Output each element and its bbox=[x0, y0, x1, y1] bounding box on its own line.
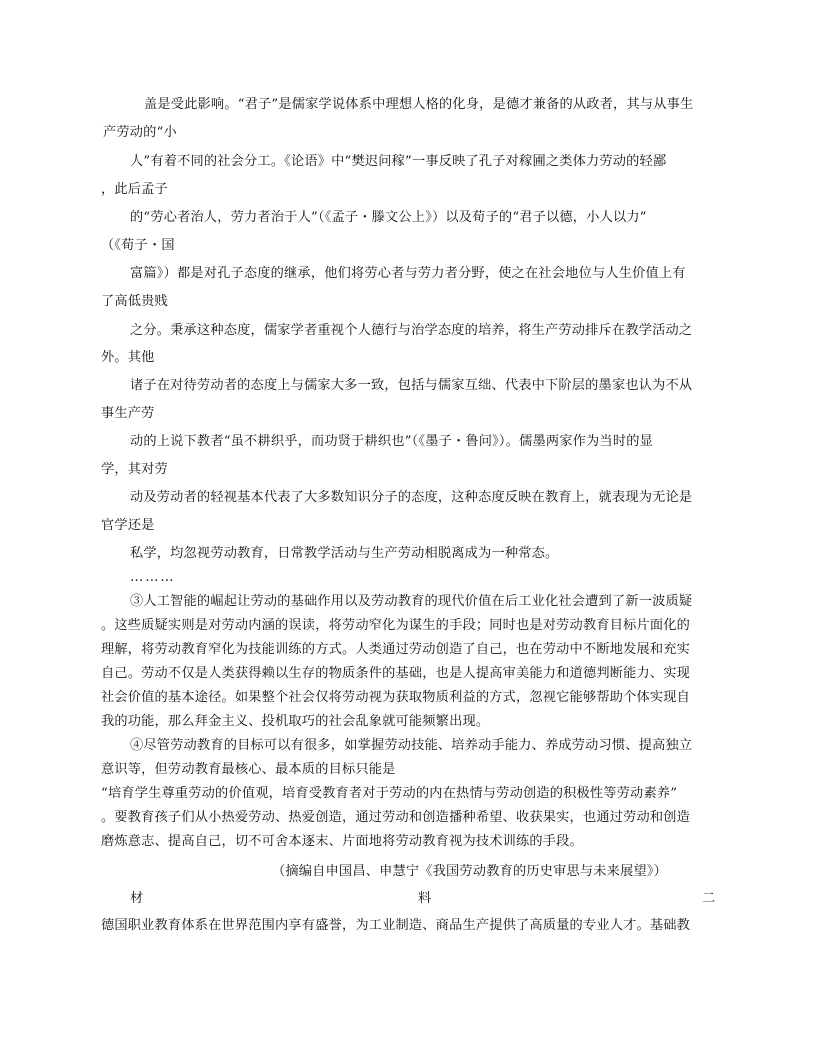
text-line: 的“劳心者治人，劳力者治于人”（《孟子・滕文公上》）以及荀子的“君子以德，小人以力” bbox=[130, 210, 647, 225]
text-line: 学，其对劳 bbox=[101, 462, 168, 477]
text-line: 理解，将劳动教育窄化为技能训练的方式。人类通过劳动创造了自己，也在劳动中不断地发展和充实 bbox=[101, 642, 691, 657]
text-line: 。要教育孩子们从小热爱劳动、热爱创造，通过劳动和创造播种希望、收获果实，也通过劳动和创造 bbox=[101, 810, 691, 825]
text-line: 社会价值的基本途径。如果整个社会仅将劳动视为获取物质利益的方式，忽视它能够帮助个体实现自 bbox=[101, 690, 691, 705]
text-line: 诸子在对待劳动者的态度上与儒家大多一致，包括与儒家互绌、代表中下阶层的墨家也认为不从 bbox=[130, 378, 693, 393]
text-line: ④尽管劳动教育的目标可以有很多，如掌握劳动技能、培养动手能力、养成劳动习惯、提高独立 bbox=[130, 738, 693, 753]
section-heading-char: 料 bbox=[418, 891, 432, 906]
text-line: 官学还是 bbox=[101, 518, 155, 533]
text-line: 事生产劳 bbox=[101, 406, 155, 421]
text-line: “培育学生尊重劳动的价值观，培育受教育者对于劳动的内在热情与劳动创造的积极性等劳动素养” bbox=[101, 786, 678, 801]
ellipsis-line: ……… bbox=[130, 570, 176, 585]
text-line: 外。其他 bbox=[101, 350, 155, 365]
text-line: 动的上说下教者“虽不耕织乎，而功贤于耕织也”（《墨子・鲁问》）。儒墨两家作为当时的显 bbox=[130, 434, 653, 449]
text-line: 产劳动的“小 bbox=[103, 125, 177, 140]
text-line: 富篇》）都是对孔子态度的继承，他们将劳心者与劳力者分野，使之在社会地位与人生价值上有 bbox=[130, 266, 686, 281]
text-line: 之分。秉承这种态度，儒家学者重视个人德行与治学态度的培养，将生产劳动排斥在教学活动之 bbox=[130, 323, 693, 338]
text-line: ，此后孟子 bbox=[101, 182, 168, 197]
text-line: 自己。劳动不仅是人类获得赖以生存的物质条件的基础，也是人提高审美能力和道德判断能力、实现 bbox=[101, 666, 691, 681]
section-heading-char: 材 bbox=[130, 891, 144, 906]
text-line: 动及劳动者的轻视基本代表了大多数知识分子的态度，这种态度反映在教育上，就表现为无论是 bbox=[130, 490, 693, 505]
text-line: 德国职业教育体系在世界范围内享有盛誉，为工业制造、商品生产提供了高质量的专业人才。基础教 bbox=[101, 918, 691, 933]
source-citation: （摘编自申国昌、申慧宁《我国劳动教育的历史审思与未来展望》） bbox=[272, 864, 668, 879]
text-line: 私学，均忽视劳动教育，日常教学活动与生产劳动相脱离成为一种常态。 bbox=[130, 546, 559, 561]
text-line: 意识等，但劳动教育最核心、最本质的目标只能是 bbox=[101, 762, 396, 777]
text-line: 盖是受此影响。“君子”是儒家学说体系中理想人格的化身，是德才兼备的从政者，其与从事生 bbox=[144, 97, 694, 112]
text-line: 人”有着不同的社会分工。《论语》中“樊迟问稼”一事反映了孔子对稼圃之类体力劳动的轻鄙 bbox=[130, 154, 667, 169]
text-line: 。这些质疑实则是对劳动内涵的误读，将劳动窄化为谋生的手段；同时也是对劳动教育目标片面化的 bbox=[101, 618, 691, 633]
text-line: 我的功能，那么拜金主义、投机取巧的社会乱象就可能频繁出现。 bbox=[101, 714, 490, 729]
section-heading-char: 二 bbox=[702, 891, 716, 906]
text-line: （《荀子・国 bbox=[101, 238, 175, 253]
text-line: ③人工智能的崛起让劳动的基础作用以及劳动教育的现代价值在后工业化社会遭到了新一波质疑 bbox=[130, 594, 693, 609]
text-line: 磨炼意志、提高自己，切不可舍本逐末、片面地将劳动教育视为技术训练的手段。 bbox=[101, 834, 583, 849]
text-line: 了高低贵贱 bbox=[101, 294, 168, 309]
